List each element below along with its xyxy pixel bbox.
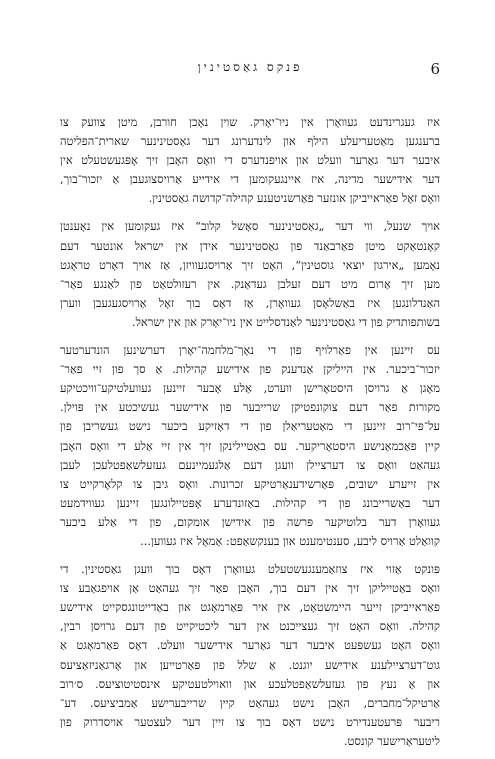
text-line: ליטעראַרישער קונסט.	[343, 733, 440, 748]
text-line: וואָס זאָל פאַראייביקן אונזער פאַרשניטענע קהילה־קדושה גאַסטינין.	[148, 191, 440, 206]
text-line: מען זיך אַרום מיט דעם זעלבן געדאַנק. אין רעזולטאַט פון לאַנגע פאַר־	[60, 276, 440, 291]
text-line: אין זייערע ישובים, פּאַרשידענאַרטיקע זכרונות. וואָס גיבן צו קלאָרקייט צו	[60, 476, 440, 491]
text-line: יזכור־ביכער. אין הייליקן אַנדענק פון אידישע קהילות. אַ סך פון זיי פאַר־	[60, 362, 440, 377]
text-line: נאָמען „אירגון יוצאי גוסטינין“, האָט זיך אַרויסגעוויזן, אַז אויך דאָרט טראָגט	[60, 257, 440, 272]
running-head: פנקס גאַסטינין	[197, 60, 303, 74]
text-line: וואָס האָט געשפּעט איבער דער גאַרער אידישער וועלט. דאָס פאַרמאָגט אַ	[60, 638, 440, 653]
paragraph	[60, 113, 440, 208]
text-line: האַנדלונגען איז באַשלאָסן געוואָרן, אַז דאָס בוך זאָל אַרויסגעגעבן ווערן	[60, 295, 440, 310]
text-line: איבער דער גאַרער וועלט און אויפנדערס די וואָס האָבן זיך אָפּגעשטעלט אין	[60, 153, 440, 168]
text-line: על־פּי־רוב זיינען די מאַטעריאַלן פון די דאָזיקע ביכער נישט געשריבן פון	[60, 419, 440, 434]
text-line: פּונקט אַזוי איז צוזאַמענגעשטעלט געוואָרן דאָס בוך וועגן גאַסטינין. די	[60, 562, 440, 577]
text-line: קאָנטאַקט מיטן פאַרבאַנד פון גאַסטינינער אידן אין ישראל אונטער דעם	[60, 238, 440, 253]
text-line: פאַראייביקן זייער היימשטאָט, אין איר פּאַרמאָגט און באַדייטונגסקייט אידישע	[60, 600, 440, 615]
text-line: אַרטיקל־מחברים, האָבן נישט געהאַט קיין שרייבערישע אַמביציעס. דע־	[60, 695, 440, 710]
text-line: אויך שנעל, ווי דער „גאַסטינינער סאָשל קלוב“ איז געקומען אין נאָענטן	[60, 219, 440, 234]
text-line: געוואָרן דער בלוטיקער פּרשה פון אידישן אומקום, פון די אַלע ביכער	[60, 514, 440, 529]
text-line: עס זיינען אין פאַרלויף פון די נאָך־מלחמה־יאָרן דערשינען הונדערטער	[60, 343, 440, 358]
text-line: גוט־דערציילענע אידישע יוגנט. אַ שלל פון פּאַרטייען און אָרגאַניזאַציעס	[60, 657, 440, 672]
text-line: בשותפותדיק פון די גאַסטינינער לאַנדסלייט אין ניו־יאָרק און אין ישראל.	[131, 314, 440, 329]
paragraph	[60, 560, 440, 751]
text-line: דער באַשרייבונג פון די קהילות. באַזונדערע אָפּטיילונגען זיינען געווידמעט	[60, 495, 440, 510]
page-header	[60, 60, 440, 80]
body-text	[60, 113, 440, 751]
text-line: קהילה. וואָס האָט זיך געצייכנט אין דער ליכטיקייט פון דעם גרויסן רבין,	[60, 619, 440, 634]
paragraph	[60, 341, 440, 551]
text-line: וואָס באַטייליקן זיך אין דעם בוך, האָבן פאַר זיך געהאַט אַן אויפגאַבע צו	[60, 581, 440, 596]
text-line: קוואַלט אַרויס ליבע, סענטימענט און בענקשאַפט: אַמאָל איז געווען...	[140, 533, 440, 548]
text-line: קיין פאַכמאַנישע היסטאָריקער. עס באַטיילינקן זיך אין זיי אַלע די וואָס האָבן	[60, 438, 440, 453]
text-line: איז געגרינדעט געוואָרן אין ניו־יאָרק. שוין נאָכן חורבן, מיטן צוועק צו	[60, 115, 440, 129]
paragraph	[60, 217, 440, 332]
page-number: 6	[430, 60, 440, 78]
text-line: מאָגן אַ גרויסן היסטאָרישן ווערט, אַלע אָבער זיינען געוועלטיקע־וויכטיקע	[60, 381, 440, 396]
text-line: און אַ נעץ פון געזעלשאַפטלעכע און וואוילטעטיקע אינסטיטוציעס. ס׳רוב	[60, 676, 440, 691]
text-line: מקורות פאַר דעם צוקונפטיקן שרייבער פון אידישער געשיכטע אין פּוילן.	[60, 400, 440, 415]
text-line: ריבער פּרעטענדירט נישט דאָס בוך צו זיין דער לעצטער אויסדרוק פון	[60, 714, 440, 729]
text-line: געהאַט וואָס צו דערציילן וועגן דעם אַלגעמיינעם געזעלשאַפטלעכן לעבן	[60, 457, 440, 472]
text-line: דער אידישער מדינה, איז איינגעקומען די אידייע אַרויסצוגעבן אַ יזכור־בוך,	[60, 172, 440, 187]
text-line: ברענגען מאַטעריעלע הילף און לינדערונג דער גאַסטינינער שארית־הפליטה	[60, 134, 440, 149]
